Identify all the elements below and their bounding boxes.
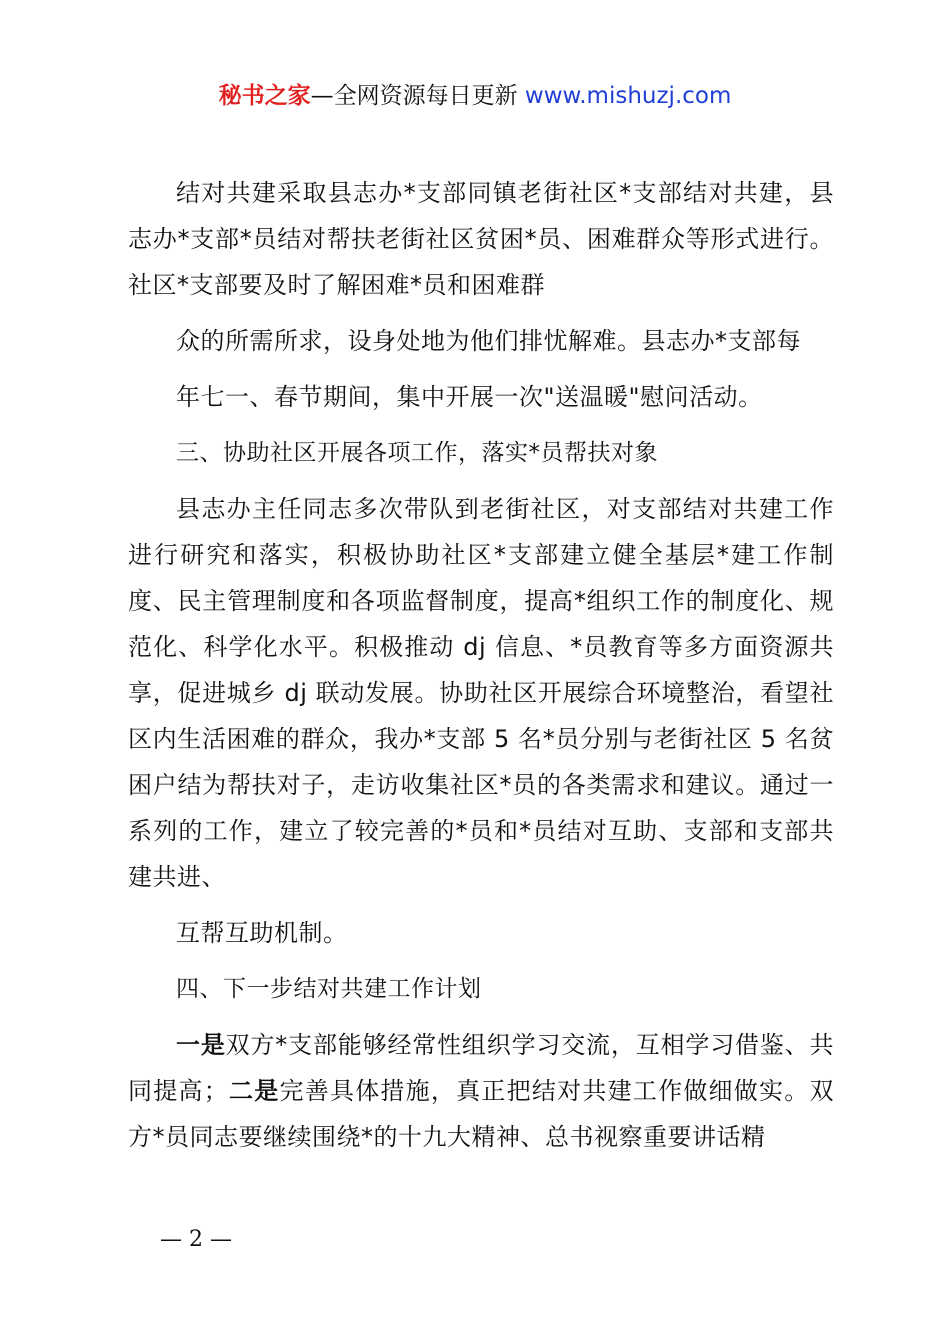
paragraph-festival-visits: 年七一、春节期间，集中开展一次"送温暖"慰问活动。 <box>176 383 763 411</box>
site-tagline: —全网资源每日更新 <box>310 83 525 109</box>
section-heading-four: 四、下一步结对共建工作计划 <box>176 976 482 1002</box>
section-heading-three: 三、协助社区开展各项工作，落实*员帮扶对象 <box>176 440 658 466</box>
site-header <box>0 80 950 112</box>
paragraph-pairing-method: 结对共建采取县志办*支部同镇老街社区*支部结对共建，县志办*支部*员结对帮扶老街社区贫困*员、困难群众等形式进行。社区*支部要及时了解困难*员和困难群 <box>128 179 834 299</box>
paragraph-plan <box>128 1022 834 1160</box>
plan-text-one: 双方*支部能够经常性组织学习交流，互相学习借鉴、共同提高； <box>128 1031 835 1105</box>
plan-lead-one: 一是 <box>176 1031 226 1059</box>
site-url-link[interactable]: www.mishuzj.com <box>524 83 732 109</box>
paragraph-needs: 众的所需所求，设身处地为他们排忧解难。县志办*支部每 <box>176 327 801 355</box>
plan-lead-two: 二是 <box>228 1077 280 1105</box>
document-body <box>128 170 834 1160</box>
paragraph-assistance: 县志办主任同志多次带队到老街社区，对支部结对共建工作进行研究和落实，积极协助社区*支部建立健全基层*建工作制度、民主管理制度和各项监督制度，提高*组织工作的制度化、规范化、科学化水平。积极推动 dj 信息、*员教育等多方面资源共享，促进城乡 dj 联动发展。协助社区开展综合环境整治，看望社区内生活困难的群众，我办*支部 5 名*员分别与老街社区 5 名贫困户结为帮扶对子，走访收集社区*员的各类需求和建议。通过一系列的工作，建立了较完善的*员和*员结对互助、支部和支部共建共进、 <box>128 495 834 891</box>
paragraph-mechanism: 互帮互助机制。 <box>176 919 348 947</box>
site-brand: 秘书之家 <box>218 83 311 109</box>
page-number: — 2 — <box>160 1227 232 1252</box>
plan-text-two: 完善具体措施，真正把结对共建工作做细做实。双方*员同志要继续围绕*的十九大精神、总书视察重要讲话精 <box>128 1077 835 1151</box>
